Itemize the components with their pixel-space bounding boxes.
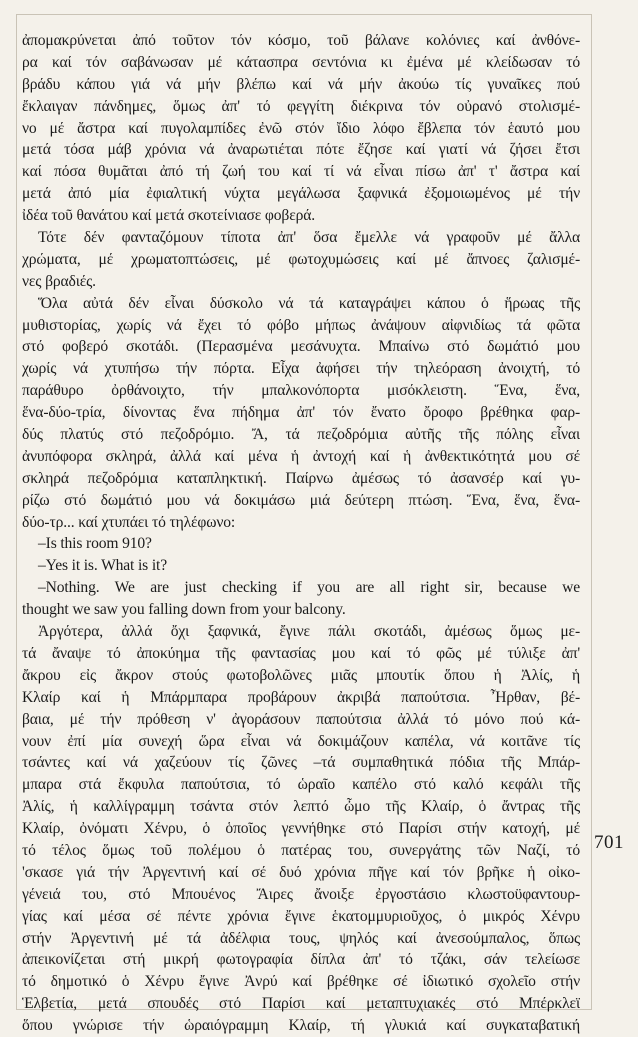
text-line: μυθιστορίας, χωρίς νά ἔχει τό φόβο μήπως ἀνάψουν αἰφνιδίως τά φῶτα [22,316,580,334]
text-line: –Is this room 910? [38,535,152,553]
text-line: τό τέλος ὅμως τοῦ πολέμου ὁ πατέρας του, συνεργάτης τῶν Ναζί, τό [22,841,580,859]
text-line: ἕνα-δύο-τρία, δίνοντας ἕνα πήδημα ἀπ' τόν ἔνατο ὄροφο βρέθηκα φαρ- [22,404,580,422]
text-line: ἔκλαιγαν πάνδημες, ὅμως ἀπ' τό φεγγίτη διέκρινα τόν οὐρανό στολισμέ- [22,97,580,115]
text-line: δύο-τρ... καί χτυπάει τό τηλέφωνο: [22,513,236,531]
text-line: thought we saw you falling down from your balcony. [22,601,346,619]
text-line: μετά ἀπό μία ἐφιαλτική νύχτα μεγάλωσα ξαφνικά ἐξομοιωμένος μέ τήν [22,185,580,203]
text-line: ἀνυπόφορα σκληρά, ἀλλά καί μένα ἡ ἀντοχή καί ἡ ἀνθεκτικότητά μου σέ [22,447,580,465]
text-line: γίας καί μέσα σέ πέντε χρόνια ἔγινε ἑκατομμυριοῦχος, ὁ μικρός Χένρυ [22,907,580,925]
text-line: νες βραδιές. [22,272,96,290]
text-line: Κλαίρ, ὀνόματι Χένρυ, ὁ ὁποῖος γεννήθηκε στό Παρίσι στήν κατοχή, μέ [22,820,580,838]
text-line: Ὅλα αὐτά δέν εἶναι δύσκολο νά τά καταγράψει κάπου ὁ ἥρωας τῆς [38,294,580,312]
text-line: βαια, μέ τήν πρόθεση ν' ἀγοράσουν παπούτσια ἀλλά τό μόνο πού κά- [22,710,580,728]
body-text [22,30,580,1037]
text-line: Ἀργότερα, ἀλλά ὄχι ξαφνικά, ἔγινε πάλι σκοτάδι, ἀμέσως ὅμως με- [38,623,580,641]
text-line: παράθυρο ὀρθάνοιχτο, τήν μπαλκονόπορτα μισόκλειστη. Ἕνα, ἕνα, [22,382,580,400]
text-line: Ἀλίς, ἡ καλλίγραμμη τσάντα στόν λεπτό ὦμο τῆς Κλαίρ, ὁ ἄντρας τῆς [22,798,580,816]
text-line: Τότε δέν φανταζόμουν τίποτα ἀπ' ὅσα ἔμελλε νά γραφοῦν μέ ἄλλα [38,229,580,247]
text-line: βράδυ κάπου γιά νά μήν βλέπω καί νά μήν ἀκούω τίς γυναῖκες πού [22,75,580,93]
text-line: –Nothing. We are just checking if you are all right sir, because we [38,579,580,597]
text-line: ἀπομακρύνεται ἀπό τοῦτον τόν κόσμο, τοῦ βάλανε κολόνιες καί ἀνθόνε- [22,32,580,49]
text-line: στό φοβερό σκοτάδι. (Περασμένα μεσάνυχτα. Μπαίνω στό δωμάτιό μου [22,338,580,356]
text-line: ἰδέα τοῦ θανάτου καί μετά σκοτείνιασε φοβερά. [22,207,315,225]
text-line: μετά τόσα μάβ χρόνια νά ἀναρωτιέται πότε ἔζησε καί γιατί νά ζήσει ἔτσι [22,141,580,159]
text-line: τό δημοτικό ὁ Χένρυ ἔγινε Ἀνρύ καί βρέθηκε σέ ἰδιωτικό σχολεῖο στήν [22,973,580,991]
page-number: 701 [594,832,624,853]
text-line: τά ἄναψε τό ἀποκύημα τῆς φαντασίας μου καί τό φῶς μέ τύλιξε ἀπ' [22,644,580,662]
text-line: ρα καί τόν σαβάνωσαν μέ κάτασπρα σεντόνια κι ἐμένα μέ κλείδωσαν τό [22,53,580,71]
text-line: Ἑλβετία, μετά σπουδές στό Παρίσι καί μεταπτυχιακές στό Μπέρκλεϊ [22,995,580,1013]
text-line: –Yes it is. What is it? [38,557,167,575]
text-line: ρίζω στό δωμάτιό μου νά δοκιμάσω μιά δεύτερη πτώση. Ἕνα, ἕνα, ἕνα- [22,491,580,509]
text-line: τσάντες καί νά χαζεύουν τίς ζῶνες –τά συμπαθητικά πόδια τῆς Μπάρ- [22,754,580,772]
text-line: Κλαίρ καί ἡ Μπάρμπαρα προβάρουν ἀκριβά παπούτσια. Ἦρθαν, βέ- [22,688,580,706]
text-line: καί πόσα θυμᾶται ἀπό τή ζωή του καί τί νά εἶναι πίσω ἀπ' τ' ἄστρα καί [22,163,580,181]
text-line: σκληρά πεζοδρόμια καταπληκτική. Παίρνω ἀμέσως τό ἀσανσέρ καί γυ- [22,469,580,487]
text-line: χρώματα, μέ χρωματοπτώσεις, μέ φωτοχυμώσεις καί μέ ἄπνοες ζαλισμέ- [22,250,580,268]
text-line: ἀπεικονίζεται στή μικρή φωτογραφία δίπλα ἀπ' τό τζάκι, σάν τελείωσε [22,951,580,969]
text-line: ἄκρου εἰς ἄκρον στούς φωτοβολῶνες μιᾶς μπουτίκ ὅπου ἡ Ἀλίς, ἡ [22,666,580,684]
text-line: χωρίς νά χτυπήσω τήν πόρτα. Εἶχα ἀφήσει τήν τηλεόραση ἀνοιχτή, τό [22,360,580,378]
text-line: νο μέ ἄστρα καί πυγολαμπίδες ἐνῶ στόν ἴδιο λόφο ἔβλεπα τόν ἑαυτό μου [22,119,580,137]
text-line: νουν ἐπί μία συνεχή ὥρα εἶναι νά δοκιμάζουν καπέλα, νά κοιτᾶνε τίς [22,732,580,750]
text-line: δύς πλατύς στό πεζοδρόμιο. Ἄ, τά πεζοδρόμια αὐτῆς τῆς πόλης εἶναι [22,426,580,444]
text-line: 'σκασε γιά τήν Ἀργεντινή καί σέ δυό χρόνια πῆγε καί τόν βρῆκε ἡ οἰκο- [22,863,580,881]
text-line: μπαρα στά ἔκφυλα παπούτσια, τό ὡραῖο καπέλο στό καλό κεφάλι τῆς [22,776,580,794]
text-line: στήν Ἀργεντινή μέ τά ἀδέλφια τους, ψηλός καί ἀνεσούμπαλος, ὅπως [22,929,580,947]
text-line: ὅπου γνώρισε τήν ὡραιόγραμμη Κλαίρ, τή γλυκιά καί συγκαταβατική [22,1017,580,1035]
text-line: γένειά του, στό Μπουένος Ἄιρες ἄνοιξε ἐργοστάσιο κλωστοϋφαντουρ- [22,885,580,903]
